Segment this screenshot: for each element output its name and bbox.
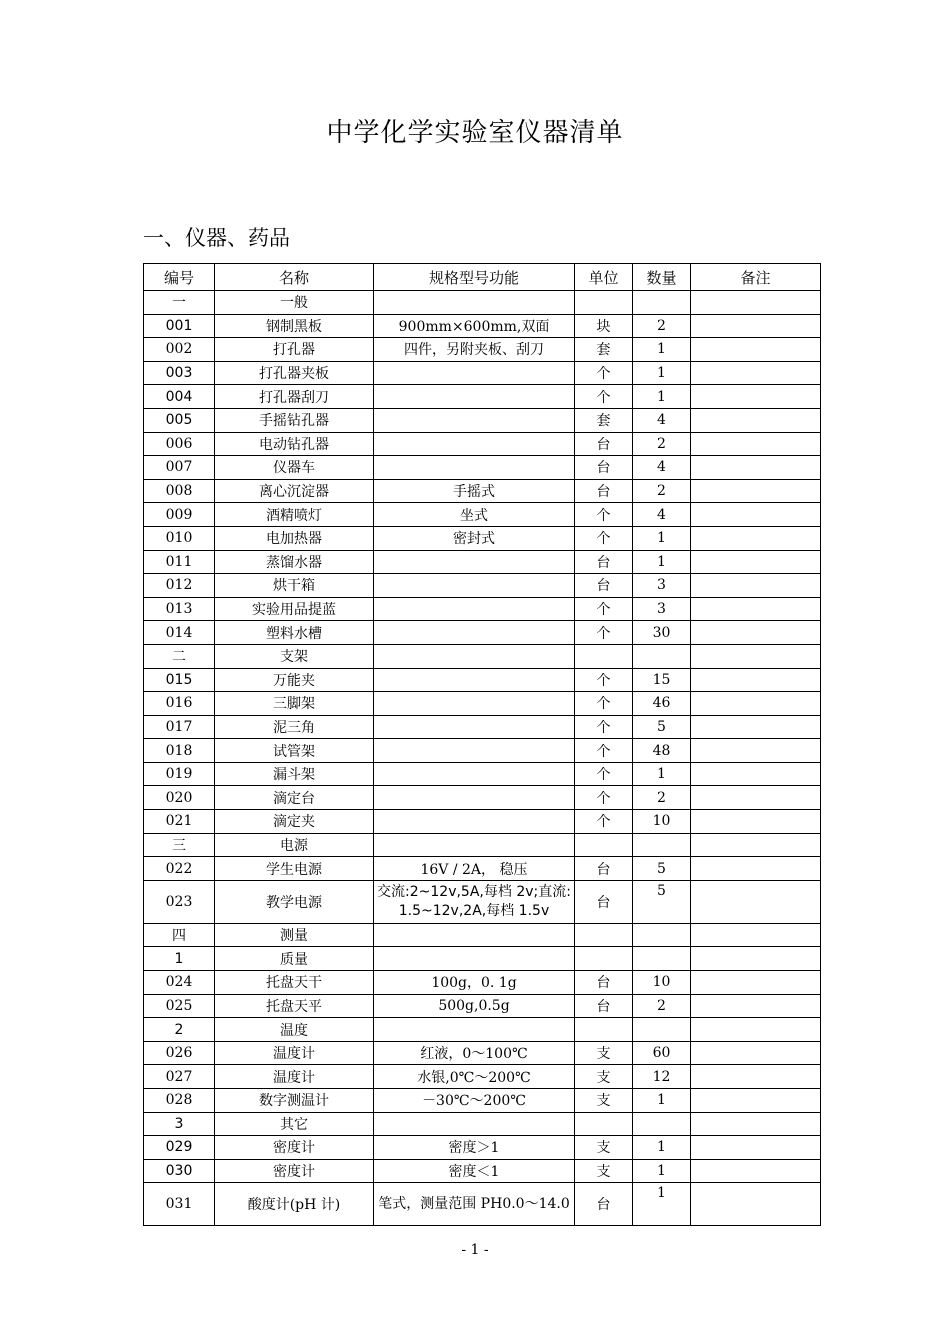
item-name-cell: 质量: [215, 947, 374, 971]
item-unit-cell: 台: [575, 880, 633, 923]
item-name-cell: 教学电源: [215, 880, 374, 923]
item-qty-cell: 46: [633, 692, 691, 716]
table-row: [144, 1065, 821, 1089]
item-note-cell: [691, 550, 821, 574]
table-row: [144, 479, 821, 503]
table-row: [144, 338, 821, 362]
item-unit-cell: 个: [575, 810, 633, 834]
table-row: [144, 668, 821, 692]
table-row: [144, 385, 821, 409]
item-note-cell: [691, 1041, 821, 1065]
item-name-cell: 打孔器刮刀: [215, 385, 374, 409]
item-id-cell: 026: [144, 1041, 215, 1065]
item-name-cell: 温度: [215, 1018, 374, 1042]
item-note-cell: [691, 857, 821, 881]
item-name-cell: 一般: [215, 291, 374, 315]
item-id-cell: 024: [144, 971, 215, 995]
item-qty-cell: 1: [633, 1159, 691, 1183]
item-name-cell: 酸度计(pH 计): [215, 1183, 374, 1226]
item-id-cell: 四: [144, 923, 215, 947]
item-unit-cell: 个: [575, 739, 633, 763]
item-qty-cell: 10: [633, 810, 691, 834]
item-spec-cell: [374, 668, 575, 692]
item-qty-cell: 15: [633, 668, 691, 692]
item-note-cell: [691, 786, 821, 810]
item-spec-cell: 交流:2~12v,5A,每档 2v;直流: 1.5~12v,2A,每档 1.5v: [374, 880, 575, 923]
item-note-cell: [691, 644, 821, 668]
item-qty-cell: [633, 1112, 691, 1136]
item-note-cell: [691, 1018, 821, 1042]
item-name-cell: 滴定夹: [215, 810, 374, 834]
item-id-cell: 002: [144, 338, 215, 362]
table-row: [144, 503, 821, 527]
item-spec-cell: [374, 786, 575, 810]
item-note-cell: [691, 1065, 821, 1089]
item-id-cell: 022: [144, 857, 215, 881]
item-qty-cell: [633, 644, 691, 668]
item-unit-cell: 个: [575, 526, 633, 550]
item-name-cell: 钢制黑板: [215, 314, 374, 338]
item-note-cell: [691, 432, 821, 456]
item-unit-cell: 个: [575, 361, 633, 385]
item-qty-cell: 2: [633, 314, 691, 338]
table-group-row: [144, 644, 821, 668]
item-id-cell: 一: [144, 291, 215, 315]
item-unit-cell: 支: [575, 1065, 633, 1089]
item-qty-cell: 1: [633, 1089, 691, 1113]
item-qty-cell: 1: [633, 361, 691, 385]
item-id-cell: 015: [144, 668, 215, 692]
item-id-cell: 001: [144, 314, 215, 338]
item-qty-cell: 3: [633, 574, 691, 598]
item-spec-cell: [374, 408, 575, 432]
item-spec-cell: 密度＞1: [374, 1136, 575, 1160]
item-unit-cell: 个: [575, 786, 633, 810]
item-qty-cell: [633, 947, 691, 971]
item-note-cell: [691, 597, 821, 621]
item-id-cell: 019: [144, 762, 215, 786]
item-note-cell: [691, 314, 821, 338]
item-qty-cell: [633, 833, 691, 857]
item-note-cell: [691, 526, 821, 550]
item-spec-cell: [374, 762, 575, 786]
item-note-cell: [691, 810, 821, 834]
item-spec-cell: [374, 810, 575, 834]
item-name-cell: 测量: [215, 923, 374, 947]
table-row: [144, 526, 821, 550]
item-unit-cell: 支: [575, 1136, 633, 1160]
table-row: [144, 994, 821, 1018]
table-row: [144, 550, 821, 574]
item-unit-cell: 个: [575, 715, 633, 739]
table-row: [144, 621, 821, 645]
item-qty-cell: 2: [633, 786, 691, 810]
item-note-cell: [691, 1136, 821, 1160]
table-row: [144, 1136, 821, 1160]
item-name-cell: 实验用品提蓝: [215, 597, 374, 621]
table-row: [144, 1183, 821, 1226]
item-note-cell: [691, 739, 821, 763]
item-id-cell: 011: [144, 550, 215, 574]
item-note-cell: [691, 479, 821, 503]
item-spec-cell: 密度＜1: [374, 1159, 575, 1183]
item-unit-cell: 套: [575, 338, 633, 362]
table-row: [144, 597, 821, 621]
table-row: [144, 432, 821, 456]
item-id-cell: 013: [144, 597, 215, 621]
item-spec-cell: [374, 597, 575, 621]
item-id-cell: 028: [144, 1089, 215, 1113]
item-name-cell: 密度计: [215, 1136, 374, 1160]
item-name-cell: 仪器车: [215, 456, 374, 480]
item-name-cell: 温度计: [215, 1041, 374, 1065]
item-unit-cell: 块: [575, 314, 633, 338]
item-qty-cell: 30: [633, 621, 691, 645]
item-unit-cell: 个: [575, 621, 633, 645]
item-qty-cell: 48: [633, 739, 691, 763]
item-id-cell: 025: [144, 994, 215, 1018]
item-name-cell: 泥三角: [215, 715, 374, 739]
item-id-cell: 014: [144, 621, 215, 645]
table-group-row: [144, 1018, 821, 1042]
item-name-cell: 支架: [215, 644, 374, 668]
item-qty-cell: 60: [633, 1041, 691, 1065]
item-id-cell: 008: [144, 479, 215, 503]
item-id-cell: 1: [144, 947, 215, 971]
item-name-cell: 漏斗架: [215, 762, 374, 786]
table-row: [144, 692, 821, 716]
item-name-cell: 烘干箱: [215, 574, 374, 598]
item-qty-cell: 1: [633, 1183, 691, 1226]
table-row: [144, 786, 821, 810]
item-name-cell: 托盘天平: [215, 994, 374, 1018]
table-row: [144, 1041, 821, 1065]
item-name-cell: 蒸馏水器: [215, 550, 374, 574]
item-name-cell: 打孔器夹板: [215, 361, 374, 385]
item-unit-cell: 台: [575, 550, 633, 574]
item-qty-cell: 1: [633, 385, 691, 409]
item-note-cell: [691, 715, 821, 739]
item-unit-cell: 台: [575, 479, 633, 503]
item-note-cell: [691, 1089, 821, 1113]
item-unit-cell: 台: [575, 994, 633, 1018]
item-note-cell: [691, 385, 821, 409]
item-id-cell: 031: [144, 1183, 215, 1226]
item-spec-cell: [374, 385, 575, 409]
item-unit-cell: [575, 947, 633, 971]
table-row: [144, 739, 821, 763]
item-unit-cell: 台: [575, 432, 633, 456]
column-header-id: 编号: [144, 264, 215, 291]
item-qty-cell: 2: [633, 432, 691, 456]
table-row: [144, 715, 821, 739]
item-qty-cell: 5: [633, 880, 691, 923]
item-note-cell: [691, 456, 821, 480]
item-spec-cell: 100g，0. 1g: [374, 971, 575, 995]
item-spec-cell: －30℃～200℃: [374, 1089, 575, 1113]
item-unit-cell: 个: [575, 503, 633, 527]
item-note-cell: [691, 408, 821, 432]
item-spec-cell: 手摇式: [374, 479, 575, 503]
item-spec-cell: 笔式，测量范围 PH0.0～14.0: [374, 1183, 575, 1226]
item-name-cell: 电加热器: [215, 526, 374, 550]
table-row: [144, 1159, 821, 1183]
item-spec-cell: [374, 947, 575, 971]
table-group-row: [144, 1112, 821, 1136]
item-spec-cell: 500g,0.5g: [374, 994, 575, 1018]
item-name-cell: 数字测温计: [215, 1089, 374, 1113]
item-unit-cell: 支: [575, 1041, 633, 1065]
item-name-cell: 酒精喷灯: [215, 503, 374, 527]
table-row: [144, 408, 821, 432]
item-qty-cell: 4: [633, 408, 691, 432]
item-unit-cell: 台: [575, 1183, 633, 1226]
table-group-row: [144, 833, 821, 857]
item-spec-cell: [374, 715, 575, 739]
item-spec-cell: [374, 291, 575, 315]
item-note-cell: [691, 361, 821, 385]
inventory-table: [143, 263, 821, 1226]
item-qty-cell: 4: [633, 456, 691, 480]
item-spec-cell: [374, 692, 575, 716]
page-title: 中学化学实验室仪器清单: [326, 118, 624, 148]
table-row: [144, 880, 821, 923]
item-note-cell: [691, 692, 821, 716]
item-name-cell: 万能夹: [215, 668, 374, 692]
column-header-note: 备注: [691, 264, 821, 291]
item-id-cell: 029: [144, 1136, 215, 1160]
item-name-cell: 手摇钻孔器: [215, 408, 374, 432]
item-id-cell: 016: [144, 692, 215, 716]
item-spec-cell: [374, 1018, 575, 1042]
item-spec-cell: [374, 361, 575, 385]
item-qty-cell: 1: [633, 1136, 691, 1160]
table-header-row: [144, 264, 821, 291]
item-id-cell: 027: [144, 1065, 215, 1089]
item-note-cell: [691, 1112, 821, 1136]
item-unit-cell: 台: [575, 971, 633, 995]
item-spec-cell: [374, 432, 575, 456]
item-name-cell: 打孔器: [215, 338, 374, 362]
item-id-cell: 004: [144, 385, 215, 409]
item-unit-cell: [575, 291, 633, 315]
item-spec-cell: [374, 550, 575, 574]
item-note-cell: [691, 574, 821, 598]
item-spec-cell: 坐式: [374, 503, 575, 527]
item-id-cell: 006: [144, 432, 215, 456]
item-name-cell: 滴定台: [215, 786, 374, 810]
item-note-cell: [691, 994, 821, 1018]
item-spec-cell: [374, 923, 575, 947]
item-qty-cell: [633, 923, 691, 947]
item-qty-cell: 1: [633, 338, 691, 362]
item-note-cell: [691, 880, 821, 923]
item-unit-cell: 台: [575, 857, 633, 881]
item-note-cell: [691, 1159, 821, 1183]
item-name-cell: 托盘天干: [215, 971, 374, 995]
item-unit-cell: 支: [575, 1159, 633, 1183]
item-note-cell: [691, 833, 821, 857]
item-qty-cell: 10: [633, 971, 691, 995]
item-note-cell: [691, 291, 821, 315]
item-unit-cell: 套: [575, 408, 633, 432]
item-qty-cell: 5: [633, 715, 691, 739]
item-unit-cell: [575, 644, 633, 668]
table-row: [144, 971, 821, 995]
item-spec-cell: 密封式: [374, 526, 575, 550]
item-spec-cell: [374, 456, 575, 480]
column-header-spec: 规格型号功能: [374, 264, 575, 291]
table-row: [144, 574, 821, 598]
table-row: [144, 857, 821, 881]
item-id-cell: 2: [144, 1018, 215, 1042]
table-group-row: [144, 923, 821, 947]
item-qty-cell: 4: [633, 503, 691, 527]
item-name-cell: 电源: [215, 833, 374, 857]
item-name-cell: 电动钻孔器: [215, 432, 374, 456]
section-heading: 一、仪器、药品: [143, 226, 290, 250]
item-unit-cell: [575, 923, 633, 947]
item-name-cell: 试管架: [215, 739, 374, 763]
item-id-cell: 030: [144, 1159, 215, 1183]
item-id-cell: 3: [144, 1112, 215, 1136]
item-unit-cell: [575, 1112, 633, 1136]
item-qty-cell: 5: [633, 857, 691, 881]
item-name-cell: 塑料水槽: [215, 621, 374, 645]
item-note-cell: [691, 971, 821, 995]
table-row: [144, 314, 821, 338]
item-id-cell: 012: [144, 574, 215, 598]
item-spec-cell: 红液，0～100℃: [374, 1041, 575, 1065]
item-qty-cell: 1: [633, 550, 691, 574]
item-unit-cell: 个: [575, 385, 633, 409]
table-row: [144, 810, 821, 834]
item-qty-cell: 3: [633, 597, 691, 621]
table-row: [144, 361, 821, 385]
item-spec-cell: [374, 621, 575, 645]
item-note-cell: [691, 621, 821, 645]
item-name-cell: 温度计: [215, 1065, 374, 1089]
item-id-cell: 010: [144, 526, 215, 550]
item-spec-cell: 900mm×600mm,双面: [374, 314, 575, 338]
item-name-cell: 其它: [215, 1112, 374, 1136]
item-qty-cell: 1: [633, 762, 691, 786]
item-name-cell: 离心沉淀器: [215, 479, 374, 503]
item-unit-cell: [575, 833, 633, 857]
item-qty-cell: [633, 1018, 691, 1042]
item-unit-cell: 个: [575, 692, 633, 716]
item-name-cell: 学生电源: [215, 857, 374, 881]
item-note-cell: [691, 923, 821, 947]
item-name-cell: 三脚架: [215, 692, 374, 716]
column-header-unit: 单位: [575, 264, 633, 291]
item-spec-cell: 四件，另附夹板、刮刀: [374, 338, 575, 362]
table-group-row: [144, 291, 821, 315]
item-unit-cell: 个: [575, 597, 633, 621]
item-spec-cell: [374, 1112, 575, 1136]
item-spec-cell: [374, 833, 575, 857]
item-unit-cell: 个: [575, 762, 633, 786]
item-unit-cell: 支: [575, 1089, 633, 1113]
table-row: [144, 1089, 821, 1113]
column-header-qty: 数量: [633, 264, 691, 291]
item-spec-cell: [374, 644, 575, 668]
item-qty-cell: [633, 291, 691, 315]
item-note-cell: [691, 947, 821, 971]
item-note-cell: [691, 503, 821, 527]
item-qty-cell: 12: [633, 1065, 691, 1089]
item-spec-cell: [374, 574, 575, 598]
item-spec-cell: 水银,0℃～200℃: [374, 1065, 575, 1089]
item-id-cell: 三: [144, 833, 215, 857]
item-id-cell: 005: [144, 408, 215, 432]
item-note-cell: [691, 762, 821, 786]
item-qty-cell: 1: [633, 526, 691, 550]
item-id-cell: 007: [144, 456, 215, 480]
item-qty-cell: 2: [633, 479, 691, 503]
item-id-cell: 003: [144, 361, 215, 385]
item-id-cell: 二: [144, 644, 215, 668]
item-note-cell: [691, 668, 821, 692]
item-unit-cell: 个: [575, 668, 633, 692]
item-spec-cell: [374, 739, 575, 763]
item-id-cell: 020: [144, 786, 215, 810]
item-unit-cell: 台: [575, 456, 633, 480]
item-note-cell: [691, 1183, 821, 1226]
page-number: - 1 -: [461, 1242, 489, 1258]
item-unit-cell: [575, 1018, 633, 1042]
item-note-cell: [691, 338, 821, 362]
table-group-row: [144, 947, 821, 971]
item-id-cell: 009: [144, 503, 215, 527]
table-row: [144, 456, 821, 480]
table-row: [144, 762, 821, 786]
item-unit-cell: 台: [575, 574, 633, 598]
item-id-cell: 017: [144, 715, 215, 739]
item-id-cell: 018: [144, 739, 215, 763]
item-qty-cell: 2: [633, 994, 691, 1018]
item-name-cell: 密度计: [215, 1159, 374, 1183]
item-spec-cell: 16V / 2A， 稳压: [374, 857, 575, 881]
column-header-name: 名称: [215, 264, 374, 291]
item-id-cell: 021: [144, 810, 215, 834]
item-id-cell: 023: [144, 880, 215, 923]
